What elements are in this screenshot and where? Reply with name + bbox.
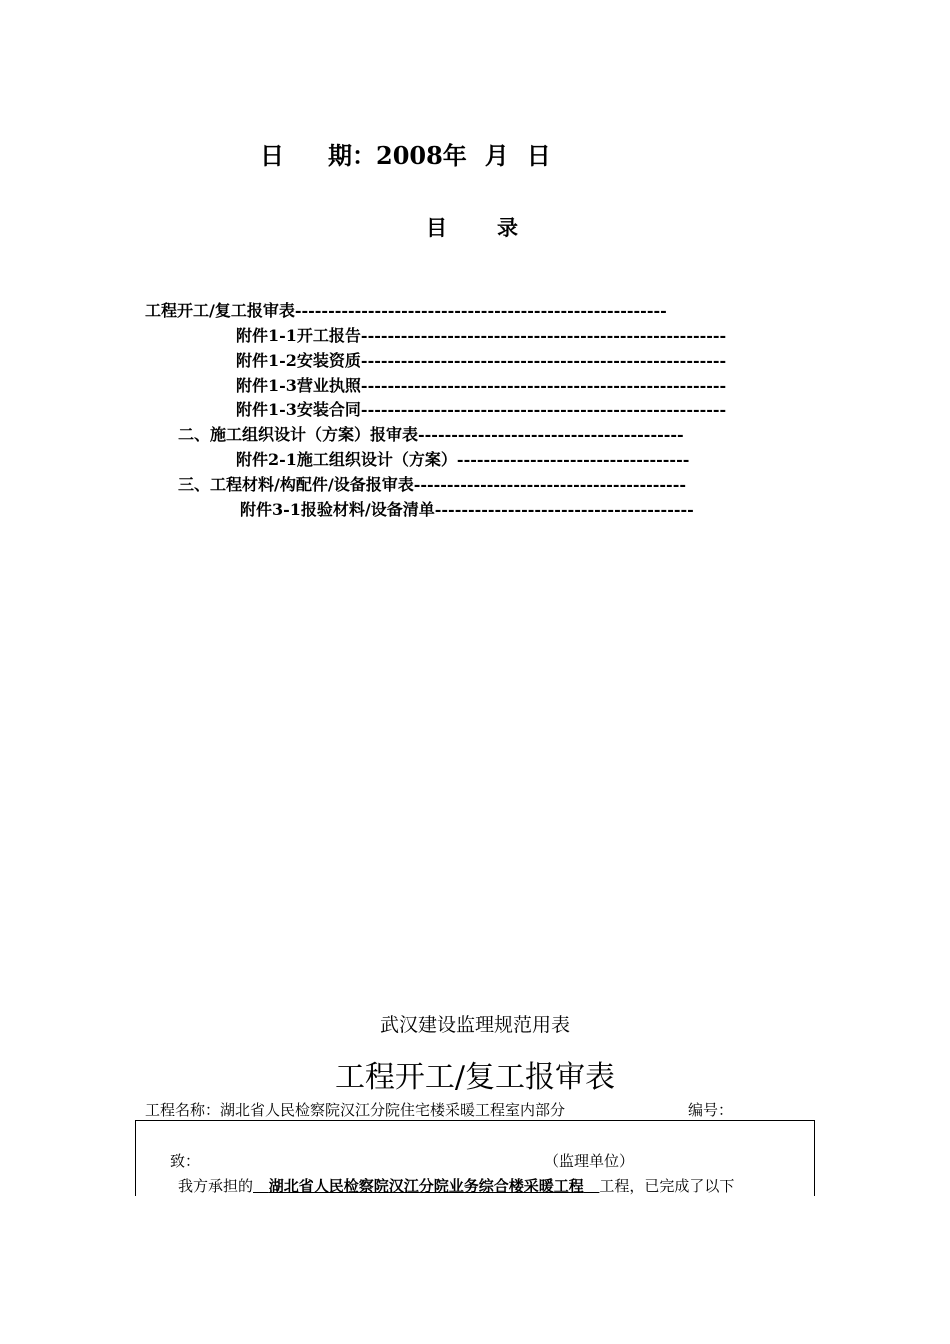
toc-entry[interactable] — [236, 448, 689, 472]
project-name: 工程名称：湖北省人民检察院汉江分院住宅楼采暖工程室内部分 — [145, 1101, 566, 1119]
date-label-1: 日 — [260, 141, 284, 170]
toc-title-right: 录 — [497, 215, 518, 240]
date-month: 月 — [484, 141, 509, 170]
toc-entry[interactable] — [145, 299, 667, 323]
toc-leader: --------------------------------------- — [434, 500, 694, 519]
date-label-2: 期： — [328, 141, 376, 170]
toc-entry-label: 附件1-1开工报告 — [236, 326, 361, 345]
toc-entry-label: 附件2-1施工组织设计（方案） — [236, 450, 457, 469]
toc-leader: ------------------------------------------------------- — [360, 376, 727, 395]
date-day: 日 — [526, 141, 551, 170]
toc-entry[interactable] — [236, 349, 726, 373]
body-project — [253, 1177, 599, 1195]
form-title: 工程开工/复工报审表 — [334, 1060, 616, 1095]
date-line — [260, 136, 551, 171]
toc-leader: ------------------------------------------------------- — [360, 400, 727, 419]
toc-entry[interactable] — [178, 473, 686, 497]
supervisor-unit-label: （监理单位） — [544, 1152, 635, 1170]
number-label: 编号： — [688, 1101, 734, 1119]
toc-entry[interactable] — [240, 498, 694, 522]
toc-entry-label: 工程开工/复工报审表 — [145, 301, 295, 320]
toc-entry-label: 二、施工组织设计（方案）报审表 — [178, 425, 419, 444]
toc-leader: -------------------------------------------------------- — [294, 301, 667, 320]
form-body-line — [178, 1175, 734, 1196]
body-suffix: 工程，已完成了以下 — [599, 1177, 735, 1195]
toc-leader: ------------------------------------------------------- — [360, 351, 727, 370]
body-project-name: 湖北省人民检察院汉江分院业务综合楼采暖工程 — [268, 1177, 584, 1195]
toc-leader: ----------------------------------------- — [413, 475, 686, 494]
date-year-unit: 年 — [442, 141, 467, 170]
date-year: 2008 — [376, 141, 443, 170]
toc-entry[interactable] — [178, 423, 684, 447]
toc-entry[interactable] — [236, 398, 726, 422]
toc-entry-label: 附件1-3营业执照 — [236, 376, 361, 395]
toc-title-left: 目 — [426, 215, 447, 240]
toc-entry[interactable] — [236, 374, 726, 398]
toc-entry-label: 附件1-2安装资质 — [236, 351, 361, 370]
toc-entry-label: 附件1-3安装合同 — [236, 400, 361, 419]
toc-leader: ------------------------------------------------------- — [360, 326, 727, 345]
form-subtitle: 武汉建设监理规范用表 — [379, 1014, 570, 1036]
toc-entry[interactable] — [236, 324, 726, 348]
toc-entry-label: 三、工程材料/构配件/设备报审表 — [178, 475, 414, 494]
toc-leader: ----------------------------------- — [456, 450, 690, 469]
to-label: 致： — [170, 1152, 201, 1170]
toc-title — [426, 212, 518, 242]
toc-leader: ---------------------------------------- — [418, 425, 684, 444]
body-prefix: 我方承担的 — [178, 1177, 254, 1195]
toc-entry-label: 附件3-1报验材料/设备清单 — [240, 500, 435, 519]
